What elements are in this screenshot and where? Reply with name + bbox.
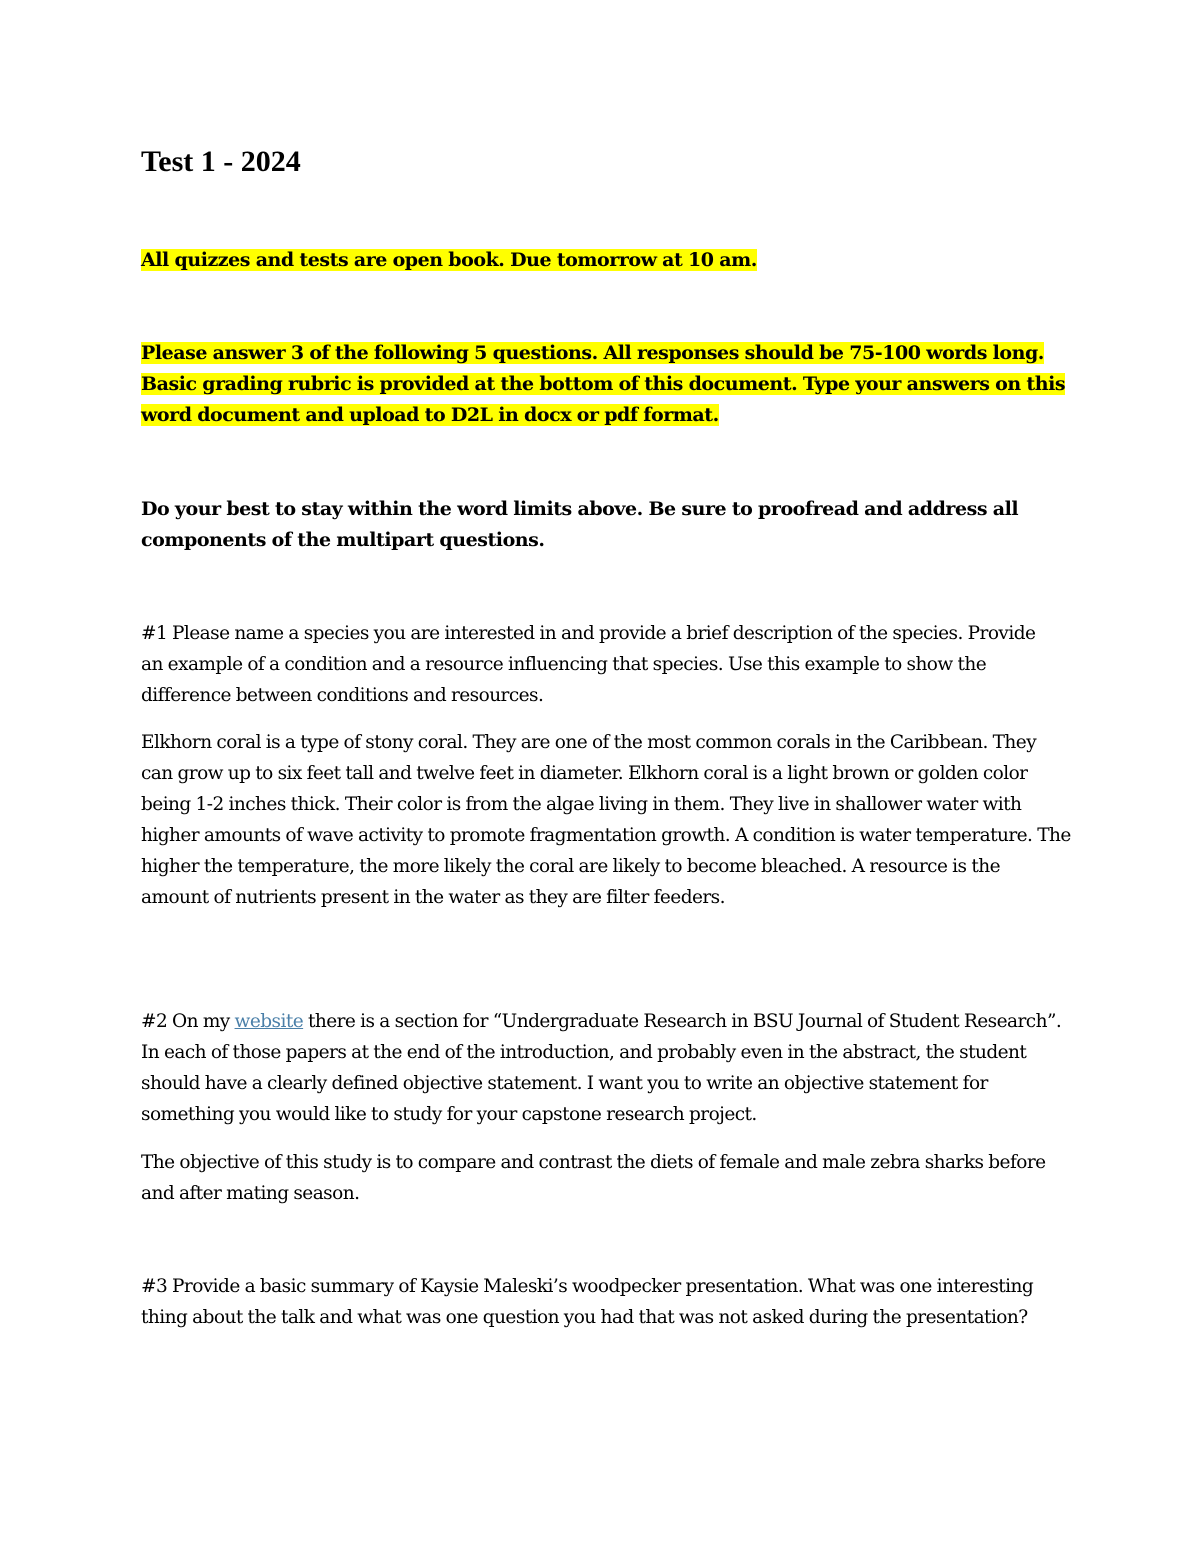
question-1-prompt: #1 Please name a species you are interested in and provide a brief description of the species. Provide an example of a condition and a resource influencing that species. Use this example to show the difference between conditions and resources. — [141, 623, 1036, 706]
question-1-answer: Elkhorn coral is a type of stony coral. They are one of the most common corals in the Caribbean. They can grow up to six feet tall and twelve feet in diameter. Elkhorn coral is a light brown or golden color being 1-2 inches thick. Their color is from the algae living in them. They live in shallower water with higher amounts of wave activity to promote fragmentation growth. A condition is water temperature. The higher the temperature, the more likely the coral are likely to become bleached. A resource is the amount of nutrients present in the water as they are filter feeders. — [141, 732, 1071, 908]
advice-notice: Do your best to stay within the word limits above. Be sure to proofread and address all components of the multipart questions. — [141, 498, 1019, 551]
document-title: Test 1 - 2024 — [141, 145, 301, 178]
question-2-prompt-end: there is a section for “Undergraduate Research in BSU Journal of Student Research”. In each of those papers at the end of the introduction, and probably even in the abstract, the student should have a clearly defined objective statement. I want you to write an objective statement for something you would like to study for your capstone research project. — [141, 1011, 1062, 1125]
open-book-notice — [141, 245, 1071, 276]
open-book-notice-text: All quizzes and tests are open book. Due tomorrow at 10 am. — [141, 249, 757, 271]
question-2-prompt-start: #2 On my — [141, 1011, 235, 1032]
question-3-prompt: #3 Provide a basic summary of Kaysie Maleski’s woodpecker presentation. What was one interesting thing about the talk and what was one question you had that was not asked during the presentation? — [141, 1276, 1034, 1328]
website-link[interactable]: website — [234, 1011, 304, 1032]
instructions-notice-text: Please answer 3 of the following 5 questions. All responses should be 75-100 words long. Basic grading rubric is provided at the bottom of this document. Type your answers on this word document and upload to D2L in docx or pdf format. — [141, 342, 1066, 426]
question-2-answer: The objective of this study is to compare and contrast the diets of female and male zebra sharks before and after mating season. — [141, 1152, 1046, 1204]
question-2-prompt — [141, 1006, 1071, 1130]
instructions-notice — [141, 338, 1071, 431]
